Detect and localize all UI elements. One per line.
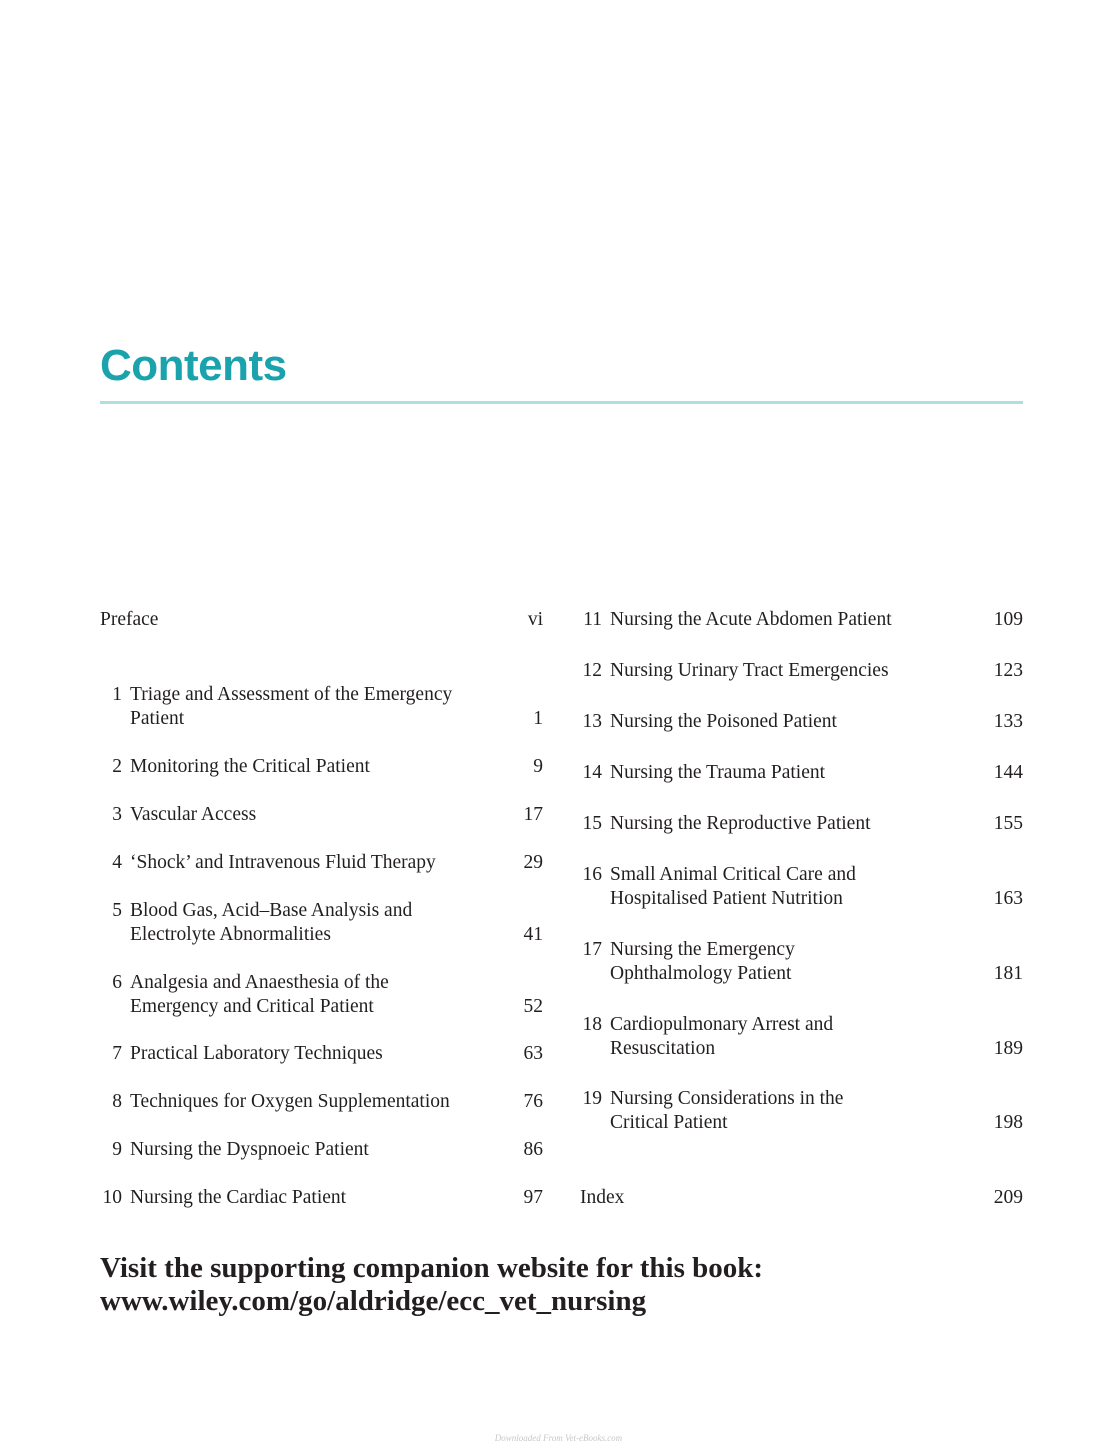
entry-title: Nursing Urinary Tract Emergencies — [610, 660, 889, 681]
chapter-number: 11 — [583, 609, 602, 630]
entry-title: Nursing the Acute Abdomen Patient — [610, 609, 892, 630]
entry-title: Index — [580, 1187, 625, 1208]
entry-title: Nursing the Cardiac Patient — [130, 1187, 347, 1208]
entry-title: Preface — [100, 609, 159, 630]
chapter-number: 19 — [582, 1088, 602, 1109]
chapter-number: 2 — [112, 756, 122, 777]
entry-page: 133 — [993, 711, 1023, 732]
entry-title: Nursing Considerations in the — [610, 1088, 844, 1109]
entry-title: Cardiopulmonary Arrest and — [610, 1014, 834, 1035]
page-title: Contents — [100, 341, 287, 390]
entry-page: 17 — [523, 804, 543, 825]
entry-title: Monitoring the Critical Patient — [130, 756, 370, 777]
entry-page: 1 — [533, 708, 543, 729]
entry-title: Vascular Access — [130, 804, 257, 825]
title-divider — [100, 401, 1023, 404]
entry-title-cont: Ophthalmology Patient — [610, 963, 792, 984]
entry-page: 41 — [523, 924, 543, 945]
entry-page: 209 — [993, 1187, 1023, 1208]
promo-text: Visit the supporting companion website for this book: — [100, 1252, 764, 1284]
chapter-number: 4 — [112, 852, 122, 873]
chapter-number: 8 — [112, 1091, 122, 1112]
chapter-number: 1 — [112, 684, 122, 705]
entry-title-cont: Hospitalised Patient Nutrition — [610, 888, 843, 909]
entry-title-cont: Patient — [130, 708, 185, 729]
entry-title: Practical Laboratory Techniques — [130, 1043, 383, 1064]
entry-title-cont: Electrolyte Abnormalities — [130, 924, 331, 945]
entry-page: 189 — [993, 1038, 1023, 1059]
entry-page: 76 — [523, 1091, 543, 1112]
entry-title: Nursing the Poisoned Patient — [610, 711, 837, 732]
entry-page: 144 — [993, 762, 1023, 783]
entry-page: 63 — [523, 1043, 543, 1064]
entry-page: 109 — [993, 609, 1023, 630]
chapter-number: 6 — [112, 972, 122, 993]
download-watermark: Downloaded From Vet-eBooks.com — [494, 1433, 623, 1443]
entry-page: 198 — [993, 1112, 1023, 1133]
companion-website-notice — [100, 1252, 763, 1318]
chapter-number: 15 — [582, 813, 602, 834]
entry-title: Small Animal Critical Care and — [610, 864, 856, 885]
entry-page: 181 — [993, 963, 1023, 984]
entry-title: ‘Shock’ and Intravenous Fluid Therapy — [130, 852, 436, 873]
entry-page: 97 — [523, 1187, 543, 1208]
entry-page: 163 — [993, 888, 1023, 909]
chapter-number: 5 — [112, 900, 122, 921]
entry-title-cont: Critical Patient — [610, 1112, 728, 1133]
entry-page: 155 — [993, 813, 1023, 834]
entry-title: Nursing the Reproductive Patient — [610, 813, 871, 834]
chapter-number: 17 — [582, 939, 602, 960]
entry-page: 123 — [993, 660, 1023, 681]
chapter-number: 13 — [582, 711, 602, 732]
companion-website-link[interactable]: www.wiley.com/go/aldridge/ecc_vet_nursing — [100, 1285, 647, 1317]
entry-page: 86 — [523, 1139, 543, 1160]
entry-page: 9 — [533, 756, 543, 777]
chapter-number: 7 — [112, 1043, 122, 1064]
entry-page: vi — [527, 609, 543, 630]
chapter-number: 10 — [102, 1187, 122, 1208]
chapter-number: 3 — [112, 804, 122, 825]
entry-title: Analgesia and Anaesthesia of the — [130, 972, 389, 993]
entry-title-cont: Resuscitation — [610, 1038, 716, 1059]
chapter-number: 9 — [112, 1139, 122, 1160]
entry-title-cont: Emergency and Critical Patient — [130, 996, 374, 1017]
entry-page: 29 — [523, 852, 543, 873]
chapter-number: 14 — [582, 762, 602, 783]
entry-title: Nursing the Dyspnoeic Patient — [130, 1139, 369, 1160]
chapter-number: 16 — [582, 864, 602, 885]
entry-title: Techniques for Oxygen Supplementation — [130, 1091, 450, 1112]
chapter-number: 18 — [582, 1014, 602, 1035]
entry-title: Nursing the Trauma Patient — [610, 762, 826, 783]
entry-title: Nursing the Emergency — [610, 939, 795, 960]
entry-title: Triage and Assessment of the Emergency — [130, 684, 453, 705]
entry-title: Blood Gas, Acid–Base Analysis and — [130, 900, 413, 921]
chapter-number: 12 — [582, 660, 602, 681]
entry-page: 52 — [523, 996, 543, 1017]
